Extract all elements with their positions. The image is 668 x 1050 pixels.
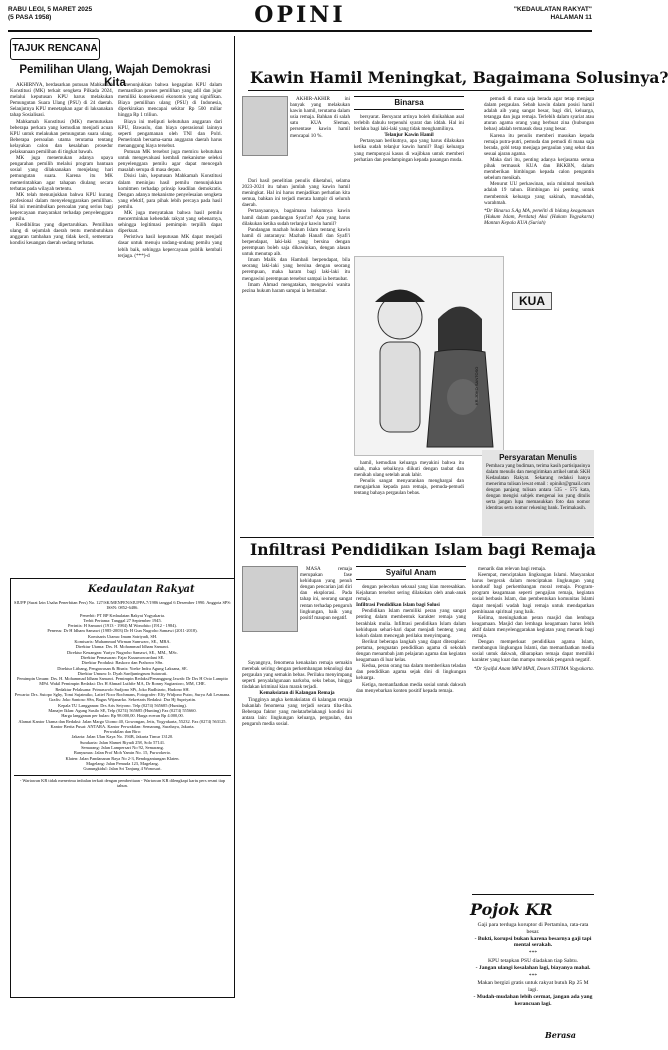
article1-paragraph: Imam Ahmad mengatakan, mengawini wanita pezina hukum haram sampai ia bertaubat. (242, 281, 350, 294)
masthead-line: Direktur Utama: Drs. H. Mohammad Idham Samawi. (75, 644, 170, 650)
persyaratan-title: Persyaratan Menulis (499, 453, 577, 462)
masthead-lines (14, 613, 231, 772)
article1-paragraph: hamil, kemudian keluarga meyakini bahwa itu salah, maka sebaiknya diikuti dengan taubat dan menikah ulang setelah anak lahir. (354, 460, 464, 479)
editorial-paragraph: MK juga menyatakan bahwa hasil pemilu mencerminkan kehendak rakyat yang sebenarnya, sehingga legitimasi pemimpin terpilih dapat diperkuat. (118, 209, 222, 235)
article1-paragraph: Menurut UU perkawinan, usia minimal menikah adalah 19 tahun. Bimbingan ini penting untuk membentuk keluarga yang sakinah, mawaddah, warahmah. (484, 181, 594, 206)
editorial-paragraph: Biaya ini meliputi kebutuhan anggaran dari KPU, Bawaslu, dan biaya operasional lainnya seperti pengamanan oleh TNI dan Polri. Pemerintah bersama-sama anggaran daerah harus menanggung biaya tersebut. (118, 118, 222, 149)
editorial-paragraph: Disisi lain, keputusan Mahkamah Konstitusi dalam meninjau hasil pemilu menunjukkan komitmen terhadap prinsip keadilan demokratis. Dengan adanya mekanisme penyelesaian sengketa yang efektif, para pihak lebih percaya pada hasil pemilu. (118, 173, 222, 210)
editorial-col-2 (118, 82, 222, 567)
editorial-label: TAJUK RENCANA (10, 38, 100, 60)
editorial-paragraph: Peristiwa hasil keputusan MK dapat menjadi dasar untuk menuju undang-undang pemilu yang lebih baik, sehingga kepercayaan publik kembali terjaga. (***)-d (118, 234, 222, 259)
masthead-line: Kepala TU Langganan: Drs Aris Setyono. Telp (0274) 565685 (Hunting). (58, 702, 187, 708)
pojok-item-quip: - Jangan ulangi kesalahan lagi, biayanya mahal. (475, 964, 591, 971)
pojok-item-text: Makan bergizi gratis untuk rakyat butuh Rp 25 M lagi. (477, 980, 589, 994)
pojok-item-quip: - Mudah-mudahan lebih cermat, jangan ada yang kerancuan lagi. (473, 993, 593, 1007)
masthead-line: Kantor Berita Pusat: ANTARA. Kantor Perwakilan: Semarang, Surabaya, Jakarta. (50, 723, 195, 729)
masthead-line: Terbit Pertama: Tanggal 27 September 1945. (83, 617, 162, 623)
article2-paragraph: Sayangnya, fenomena kenakalan remaja semakin merebak seiring dengan perkembangan teknologi dan pergaulan yang semakin bebas. Perilaku menyimpang seperti penyalahgunaan narkoba, seks bebas, hingga tindakan kriminal kian marak terjadi. (242, 660, 352, 691)
article2-paragraph: menarik dan relevan bagi remaja. (478, 566, 547, 572)
article2-intro-top (300, 566, 352, 656)
editorial-col-1 (10, 82, 113, 567)
article1-paragraph: AKHIR-AKHIR ini banyak yang melakukan kawin hamil, terutama dalam usia remaja. Bahkan di salah satu KUA Sleman, persentase kawin hamil mencapai 10 %. (290, 96, 350, 139)
article2-paragraph: MASA remaja merupakan fase kehidupan yang penuh dengan pencarian jati diri dan eksplorasi. Pada tahap ini, seorang sangat rentan terhadap pengaruh lingkungan, baik yang positif maupun negatif. (300, 566, 352, 621)
article1-paragraph: Pertanyaan berikutnya, apa yang harus dilakukan ketika sudah telanjur kawin hamil? Bagi keluarga yang mempunyai kasus di wajibkan untuk memberi perhatian dan pendampingan kepada pasangan muda. (354, 138, 464, 163)
masthead-footer: - Wartawan KR tidak menerima imbalan terkait dengan pemberitaan - Wartawan KR dilengkapi kartu pers resmi tiap tahun. (14, 775, 231, 789)
masthead-line: Manajer Iklan: Agung Susilo SE, Telp (0274) 565685 (Hunting) Fax (0274) 555660. (48, 707, 197, 713)
article1-subheading: Telanjur Kawin Hamil (384, 132, 434, 139)
article2-paragraph: Dengan memperkuat pendidikan agama Islam, membangun lingkungan Islami, dan memanfaatkan media sosial untuk dakwah, diharapkan remaja dapat memiliki karakter yang kuat dan mampu menolak pengaruh negatif. (472, 639, 594, 664)
masthead-line: Redaktur Pelaksana: Primaswolo Sudjono SPt, Joko Budhiarto, Hudono SH. (55, 686, 190, 692)
masthead-line: Direktur Litbang, Pengawasan & Bisnis: Yoeke Indra Agung Laksana, SE. (57, 665, 188, 671)
article2-paragraph: Ketiga, memanfaatkan media sosial untuk dakwah dan menyebarkan konten positif kepada remaja. (356, 681, 466, 694)
article2-col-3 (472, 566, 594, 886)
article1-paragraph: bersyarat. Bersyarat artinya boleh dinikahkan asal terlebih dahulu terpenuhi syarat dan iddah. Hal ini berlaku bagi laki-laki yang tidak menghamilinya. (354, 114, 464, 133)
section-title: OPINI (254, 2, 346, 28)
masthead-line: Direktur Pemasaran: Fajar Kusumowardani SE. (80, 654, 165, 660)
article1-title: Kawin Hamil Meningkat, Bagaimana Solusinya? (250, 68, 668, 87)
masthead-line: Klaten: Jalan Pandanaran Raya No 2-3, Bendogantungan Klaten. (65, 755, 180, 761)
editorial-paragraph: Putusan MK tersebut juga memicu kebutuhan untuk mengevaluasi kembali mekanisme seleksi penyelenggara pemilu agar dapat mencegah masalah serupa di masa depan. (118, 149, 222, 174)
article1-paragraph: Karena itu penulis memberi masukan kepada remaja putra-putri, pemuda dan pemudi di mana saja berada, gobl tetap menjaga pergaulan yang sehat dan sesuai ajaran agama. (484, 132, 594, 157)
pojok-items (472, 922, 594, 1022)
pojok-item (472, 922, 594, 949)
article2-author-label: Syaiful Anam (356, 566, 466, 580)
article2-subheading: Kemaksiatan di Kalangan Remaja (259, 690, 335, 697)
pojok-rule (472, 894, 594, 895)
kua-sign: KUA (512, 292, 552, 310)
pojok-item-text: KPU tetapkan PSU diadakan tiap Sabtu. (487, 957, 579, 964)
masthead-line: Penerbit: PT BP Kedaulatan Rakyat Yogyakarta. (80, 612, 165, 618)
article2-col-2 (356, 584, 466, 1000)
article2-paragraph: Pendidikan Islam memiliki peran yang sangat penting dalam membentuk karakter remaja yang berakhlak mulia. Infiltrasi pendidikan Islam dalam kehidupan sehari-hari dapat menjadi benteng yang kokoh dalam mencegah perilaku menyimpang. (356, 608, 466, 639)
masthead-line: Gunungkidul: Jalan Sri Tanjung 4 Wonosari. (83, 766, 162, 772)
date-text: RABU LEGI, 5 MARET 2025 (8, 6, 93, 13)
article1-col-3 (484, 96, 594, 446)
masthead-line: Grafis: Joko Santoso SSn, Bagus Wijanarko. Sekretaris Redaksi: Dra Hj Supriyatin. (48, 697, 197, 703)
masthead-line: Direktur Umum: Ir. Dyah Sardjuningrum Sutawati. (77, 670, 168, 676)
masthead-line: Direktur Keuangan: Yuriyo Nugroho Samawi, SE., MM., MSc. (67, 649, 178, 655)
pojok-item (472, 980, 594, 1007)
masthead-line: Komisaris Utama: Imam Satriyadi, SH. (87, 633, 158, 639)
article2-paragraph: Kedua, peran orang tua dalam memberikan teladan dan pendidikan agama sejak dini di lingkungan keluarga. (356, 663, 466, 682)
article2-paragraph: dengan pelecehan seksual yang kian meresahkan. Kejahatan tersebut sering dilakukan oleh anak-anak remaja. (356, 584, 466, 603)
article2-title: Infiltrasi Pendidikan Islam bagi Remaja (250, 540, 596, 559)
persyaratan-box (482, 450, 594, 536)
article1-paragraph: Dari hasil penelitian penulis diketahui, selama 2023-2024 itu tahun jumlah yang kawin hamil meningkat. Hal ini harus menjadikan perhatian kita semua, bahkan ini terjadi merata hampir di seluruh daerah. (242, 178, 350, 209)
pojok-title: Pojok KR (470, 900, 553, 919)
edition-date (8, 6, 92, 22)
masthead-line: Pemimpin Umum: Drs. H. Mohammad Idham Samawi. Pemimpin Redaksi/Penanggung Jawab: Dr Drs H Octo Lampito MPd. Wakil Pemimpin Redaksi: Drs H Ahmad Luthfie MA, Dr Ronny Sugiantoro, MM, CHE. (16, 676, 229, 687)
masthead-line: Pewarta: Drs. Sutopo Sghy, Tomi Sujatmiko, Latief Noor Rochmans, Fotografer: Effy Widjono Putro, Surya Adi Lesmana. (14, 692, 231, 698)
masthead-line: Perintis: H Samawi (1913 - 1984) M Wonohito (1912 - 1984). (68, 623, 177, 629)
article2-paragraph: Tingginya angka kemaksiatan di kalangan remaja bukanlah fenomena yang terjadi secara tiba-tiba. Beberapa faktor yang melatarbelakangi kondisi ini antara lain: lingkungan keluarga, pergaulan, dan pengaruh media sosial. (242, 696, 352, 727)
editorial-paragraph: Kredibilitas yang dipertaruhkan. Pemilihan ulang di sejumlah daerah tentu membutuhkan anggaran tambahan yang tidak kecil, sementara kondisi keuangan daerah sedang terbatas. (10, 222, 113, 247)
pojok-item-text: Gaji para terduga koruptor di Pertamina, rata-rata besar. (477, 922, 589, 935)
article1-paragraph: Pandangan mazhab hukum Islam tentang kawin hamil di antaranya: Mazhab Hanafi dan Syafi'i berpendapat, laki-laki yang bersina dengan perempuan boleh saja dikawinkan, dengan alasan untuk menutup aib. (242, 226, 350, 258)
masthead-line: Alamat Kantor Utama dan Redaksi: Jalan Margo Utomo 40, Gowongan, Jetis, Yogyakarta, 55232. Fax (0274) 563125. (18, 718, 227, 724)
pojok-separator: *** (528, 972, 538, 979)
article1-col-2b (354, 460, 464, 535)
article2-paragraph: Berikut beberapa langkah yang dapat diterapkan: pertama, penguatan pendidikan agama di sekolah dengan menambah jam pelajaran agama dan kegiatan keagamaan di luar kelas. (356, 638, 466, 664)
article1-author-note: *Dr Binarsa S.Ag MA, peneliti di bidang keagamaan (Hukum Islam, Perdata) Aksi (Hakam Yogyakarta) Mantan Kepala KUA (Suriah) (484, 207, 594, 226)
pojok-item-quip: - Bukti, korupsi bukan karena besarnya gaji tapi mental serakah. (474, 935, 592, 949)
article1-author-label: Binarsa (354, 96, 464, 110)
article2-author-note: *Dr Syaiful Anam MPd MPdI, Dosen STITMA Yogyakarta. (473, 665, 594, 672)
article1-paragraph: Imam Malik dan Hambali berpendapat, bila seorang laki-laki yang bersina dengan seorang perempuan, maka haram bagi laki-laki itu mengawini perempuan tersebut sampai ia bertaubat. (242, 257, 350, 282)
editorial-paragraph: MK juga menemukan adanya upaya pengarahan pemilih melalui program bantuan sosial yang dilaksanakan menjelang hari pemungutan suara. Karena itu MK memerintahkan agar tahapan diulang secara terbatas pada wilayah tertentu. (10, 155, 113, 192)
edition-info (514, 6, 592, 22)
masthead-line: Magelang: Jalan Pemuda 123, Magelang. (86, 760, 159, 766)
couple-illustration-icon (355, 257, 505, 457)
article1-paragraph: Maka dari itu, penting adanya kerjasama semua pihak termasuk KUA dan BKKBN, dalam memberikan bimbingan kepada calon pengantin sebelum menikah. (484, 156, 594, 182)
masthead-line: Surakarta: Jalan Slamet Riyadi 258, Solo 57141. (79, 739, 166, 745)
editorial-title: Pemilihan Ulang, Wajah Demokrasi Kita (19, 64, 211, 89)
article1-col-1 (242, 178, 350, 508)
article2-paragraph: Kelima, meningkatkan peran masjid dan lembaga keagamaan. Masjid dan lembaga keagamaan harus lebih aktif dalam menyelenggarakan kegiatan yang menarik bagi remaja. (472, 614, 594, 640)
editorial-paragraph: MK telah menunjukkan bahwa KPU kurang profesional dalam menyelenggarakan pemilihan. Hal ini menimbulkan persoalan yang serius bagi kepercayaan masyarakat terhadap penyelenggara pemilu. (10, 191, 113, 223)
masthead-line: Komisaris: Muhammad Wirman Sumwarc, SE., MBA. (74, 639, 171, 645)
motto-text: "KEDAULATAN RAKYAT" (513, 6, 592, 13)
article2-rule-top (240, 537, 594, 538)
illustration-credit: KR-JOKO SANTOSO (474, 366, 479, 405)
article1-rule (248, 90, 594, 91)
masthead-body (14, 600, 231, 995)
editorial-paragraph: Mahkamah Konstitusi (MK) memutuskan beberapa perkara yang kemudian menjadi acuan KPU untuk melakukan pemungutan suara ulang. Beberapa persoalan utama terutama tentang kelayakan calon dan kesalahan prosedur pelaksanaan pemilihan di tingkat bawah. (10, 118, 113, 156)
article1-paragraph: Pertanyaannya, bagaimana hukumnya kawin hamil dalam pandangan Syari'at? Apa yang harus dilakukan ketika sudah terlanjur kawin hamil? (242, 208, 350, 227)
article1-intro-top (290, 96, 350, 176)
article1-paragraph: Penulis sangat menyarankan menghargai dan mengajarkan kepada para remaja, pemuda-pemudi tentang bahaya pergaulan bebas. (354, 478, 464, 497)
article2-subheading: Infiltrasi Pendidikan Islam bagi Solusi (356, 602, 440, 609)
pojok-separator: *** (528, 950, 538, 957)
article1-col-2 (354, 114, 464, 254)
masthead-line: Semarang: Jalan Lampersari No 92, Semarang. (81, 745, 164, 751)
author-photo-anam (242, 566, 298, 632)
masthead-line: Perwakilan dan Biro: (103, 729, 142, 735)
editorial-paragraph: AKHIRNYA, berdasarkan putusan Mahkamah Konstitusi (MK) terkait sengketa Pilkada 2024, melalui keputusan KPU harus melakukan Pemungutan Suara Ulang (PSU) di 24 daerah. Selanjutnya KPU menetapkan agar di laksanakan tahap Sosialisasi. (10, 82, 113, 119)
pasaran-text: (5 PASA 1958) (8, 14, 52, 21)
author-photo-binarsa (242, 96, 288, 156)
header-rule (8, 30, 592, 32)
pojok-item (472, 958, 594, 972)
page-number: HALAMAN 11 (550, 14, 592, 21)
article2-col-1 (242, 660, 352, 1000)
editorial-paragraph: menunjukkan bahwa kegagalan KPU dalam memastikan proses pemilihan yang adil dan jujur memiliki konsekuensi ekonomis yang signifikan. Biaya pemilihan ulang (PSU) di Indonesia, diperkirakan mencapai sekitar Rp 500 miliar hingga Rp 1 triliun. (118, 82, 222, 119)
masthead-siupp: SIUPP (Surat Izin Usaha Penerbitan Pers) No. 127/SK/MENPEN/SIUPPA.7/1986 tanggal 6 Desember 1990. Anggota SPS: ISSN: 0852-6486. (14, 600, 232, 611)
masthead-title: Kedaulatan Rakyat (88, 584, 195, 595)
article2-paragraph: Keempat, menciptakan lingkungan Islami. Masyarakat harus bergerak dalam menciptakan lingkungan yang kondusif bagi perkembangan moral remaja. Program-program keagamaan seperti pengajian remaja, kegiatan sosial berbasis Islam, dan pembentukan komunitas Islami dapat menjadi wadah bagi remaja untuk mendapatkan pembinaan spiritual yang baik. (472, 572, 594, 615)
masthead-line: Jakarta: Jalan Ulan Kaya No. 194B, Jakarta Timur 13120. (71, 734, 174, 740)
pojok-signature: Berasa (545, 1030, 576, 1040)
persyaratan-text: Pembaca yang budiman, terima kasih partisipasinya dalam menulis dan mengirimkan artikel untuk SKH Kedaulatan Rakyat. Sekarang redaksi hanya menerima tulisan lewat email : opinikr@gmail.com dengan panjang tulisan antara 535 - 575 kata, dengan mengisi subjek mengenai isu yang ditulis serta jangan lupa memasukkan foto dan nomor identitas serta nomor rekening bank. Terimakasih. (486, 464, 590, 511)
masthead-line: Direktur Produksi: Baskoro dan Prahowo SSn. (81, 660, 164, 666)
article1-paragraph: pemudi di mana saja berada agar tetap menjaga dalam pergaulan. Sebab kawin dalam posisi hamil adalah aib yang sangat besar, bagi diri, keluarga, tetangga dan juga remaja. Terlebih dalam syariat atau aturan agama orang yang berbuat zina (hubungan bebas) adalah termasuk dosa yang besar. (484, 96, 594, 133)
masthead-line: Penerus: Dr H Idham Samawi (1985-2003) Dr H Gun Nugroho Samawi (2011-2018). (47, 628, 198, 634)
masthead-line: Harga langganan per bulan: Rp 98.000,00. Harga eceran Rp 4.000,00. (61, 713, 184, 719)
masthead-line: Banyumas: Jalan Prof Moh Yamin No. 15, Purwokerto. (73, 750, 172, 756)
